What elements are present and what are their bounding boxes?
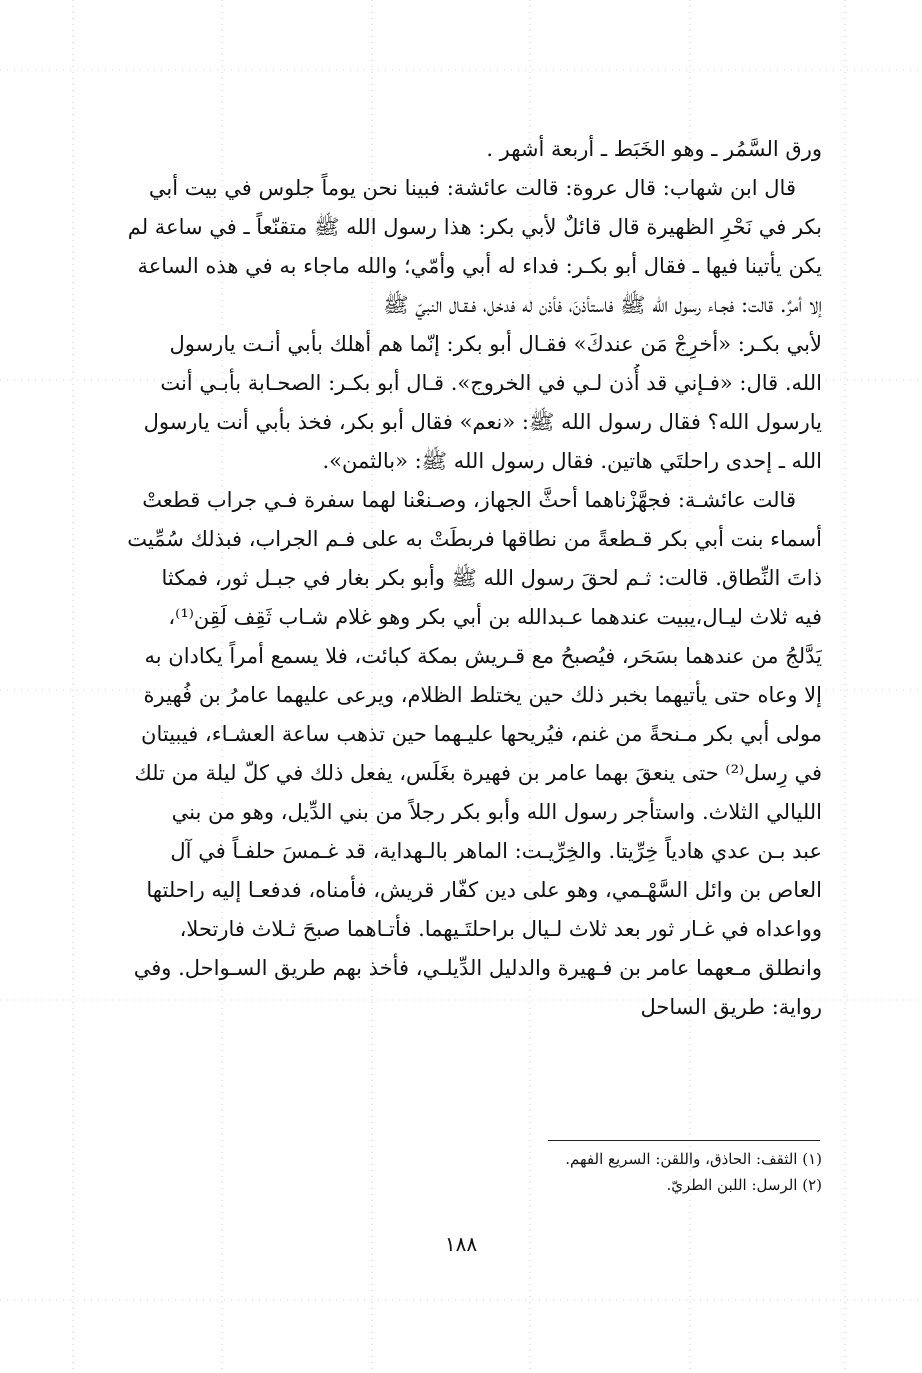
text-line: يَدَّلجُ من عندهما بسَحَر، فيُصبحُ مع قـريش بمكة كبائت، فلا يسمع أمراً يكادان به xyxy=(144,644,822,668)
text-line: مولى أبي بكر مـنحةً من غنم، فيُريحها عليـهما حين تذهب ساعة العشـاء، فيبيتان xyxy=(141,722,822,746)
text-line: الليالي الثلاث. واستأجر رسول الله وأبو بكر رجلاً من بني الدِّيل، وهو من بني xyxy=(171,800,822,824)
text-line: الله. قال: «فـإني قد أُذن لـي في الخروج». قـال أبو بكـر: الصحـابة بأبـي أنت xyxy=(160,371,822,395)
text-line: الله ـ إحدى راحلتَي هاتين. فقال رسول الله ﷺ: «بالثمن». xyxy=(322,449,822,473)
text-line: أسماء بنت أبي بكر قـطعةً من نطاقها فربطَتْ به على فـم الجراب، فبذلك سُمِّيت xyxy=(127,527,822,551)
text-line: إلا أمرٌ. قالت: فجـاء رسول الله ﷺ فاستأذنَ، فأذن له فدخل، فـقـال النبيّ ﷺ xyxy=(383,293,822,317)
footnote-2: (٢) الرسل: اللبن الطريّ. xyxy=(666,1176,822,1194)
text-line: فيه ثلاث ليـال،يبيت عندهما عـبدالله بن أبي بكر وهو غلام شـاب ثَقِف لَقِن⁽¹⁾، xyxy=(168,605,822,629)
text-line: وواعداه في غـار ثور بعد ثلاث لـيال براحلتَـيهما. فأتـاهما صبحَ ثـلاث فارتحلا، xyxy=(179,917,822,941)
text-line: قالت عائشـة: فجهَّزْناهما أحثَّ الجهاز، وصـنعْنا لهما سفرة فـي جراب قطعتْ xyxy=(142,488,796,512)
text-line: يكن يأتينا فيها ـ فقال أبو بكـر: فداء له أبي وأمّي؛ والله ماجاء به في هذه الساعة xyxy=(137,254,822,278)
page-number: ١٨٨ xyxy=(444,1232,478,1256)
footnote-separator xyxy=(548,1140,820,1141)
text-line: بكر في نَحْرِ الظهيرة قال قائلٌ لأبي بكر: هذا رسول الله ﷺ متقنّعاً ـ في ساعة لم xyxy=(127,215,822,239)
text-line: قال ابن شهاب: قال عروة: قالت عائشة: فبينا نحن يوماً جلوس في بيت أبي xyxy=(148,176,796,200)
text-line: في رِسل⁽²⁾ حتى ينعقَ بهما عامر بن فهيرة بغَلَس، يفعل ذلك في كلّ ليلة من تلك xyxy=(134,761,822,785)
text-line: لأبي بكـر: «أخرِجْ مَن عندكَ» فقـال أبو بكر: إنّما هم أهلك بأبي أنـت يارسول xyxy=(169,332,822,356)
footnote-1: (١) الثقف: الحاذق، واللقن: السريع الفهم. xyxy=(565,1150,822,1168)
text-line: عبد بـن عدي هادياً خِرِّيتا. والخِرِّيـت: الماهر بالـهداية، قد غـمسَ حلفـاً في آل xyxy=(170,839,822,863)
body-text xyxy=(92,130,822,1027)
text-line: وانطلق مـعهما عامر بن فـهيرة والدليل الدِّيلـي، فأخذ بهم طريق السـواحل. وفي xyxy=(133,956,822,980)
text-line: إلا وعاه حتى يأتيهما بخبر ذلك حين يختلط الظلام، ويرعى عليهما عامرُ بن فُهيرة xyxy=(143,683,822,707)
text-line: العاص بن وائل السَّهْـمي، وهو على دين كفّار قريش، فأمناه، فدفعـا إليه راحلتها xyxy=(146,878,822,902)
text-line: ورق السَّمُر ـ وهو الخَبَط ـ أربعة أشهر . xyxy=(486,137,822,161)
text-line: يارسول الله؟ فقال رسول الله ﷺ: «نعم» فقال أبو بكر، فخذ بأبي أنت يارسول xyxy=(143,410,822,434)
text-line: ذاتَ النِّطاق. قالت: ثـم لحقَ رسول الله ﷺ وأبو بكر بغار في جبـل ثور، فمكثا xyxy=(161,566,822,590)
text-line: رواية: طريق الساحل xyxy=(640,995,822,1019)
footnotes xyxy=(102,1146,822,1198)
